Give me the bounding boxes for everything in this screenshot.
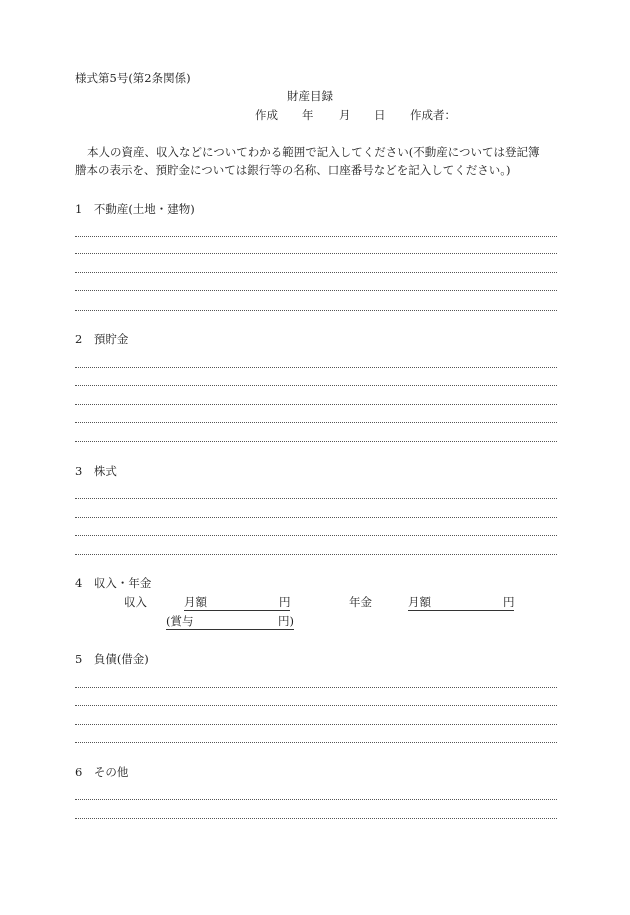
entry-line[interactable]: [75, 290, 557, 291]
entry-line[interactable]: [75, 799, 557, 800]
entry-line[interactable]: [75, 742, 557, 743]
section-other-heading: 6 その他: [75, 765, 129, 779]
entry-line[interactable]: [75, 422, 557, 423]
entry-line[interactable]: [75, 272, 557, 273]
created-label: 作成: [255, 108, 278, 122]
pension-monthly-field[interactable]: [408, 595, 514, 611]
pension-label: 年金: [349, 595, 372, 609]
section-savings-heading: 2 預貯金: [75, 332, 129, 346]
entry-line[interactable]: [75, 367, 557, 368]
entry-line[interactable]: [75, 236, 557, 237]
section-stocks-heading: 3 株式: [75, 464, 117, 478]
entry-line[interactable]: [75, 705, 557, 706]
entry-line[interactable]: [75, 517, 557, 518]
entry-line[interactable]: [75, 310, 557, 311]
entry-line[interactable]: [75, 441, 557, 442]
entry-line[interactable]: [75, 818, 557, 819]
day-label: 日: [374, 108, 386, 122]
form-number: 様式第5号(第2条関係): [75, 71, 191, 85]
income-label: 収入: [124, 595, 147, 609]
month-label: 月: [339, 108, 351, 122]
author-label: 作成者：: [410, 108, 456, 122]
entry-line[interactable]: [75, 724, 557, 725]
entry-line[interactable]: [75, 498, 557, 499]
entry-line[interactable]: [75, 554, 557, 555]
entry-line[interactable]: [75, 385, 557, 386]
section-income-heading: 4 収入・年金: [75, 576, 152, 590]
section-debts-heading: 5 負債(借金): [75, 652, 149, 666]
entry-line[interactable]: [75, 687, 557, 688]
monthly-label: 月額: [408, 595, 431, 609]
section-real-estate-heading: 1 不動産(土地・建物): [75, 202, 195, 216]
monthly-label: 月額: [184, 595, 207, 609]
yen-label: 円: [279, 595, 291, 609]
intro-line-2: 謄本の表示を、預貯金については銀行等の名称、口座番号などを記入してください。): [75, 163, 511, 177]
income-monthly-field[interactable]: [184, 595, 290, 611]
bonus-end-label: 円): [278, 614, 294, 628]
page-title: 財産目録: [287, 89, 333, 103]
intro-line-1: 本人の資産、収入などについてわかる範囲で記入してください(不動産については登記簿: [87, 145, 540, 159]
bonus-label: (賞与: [166, 614, 194, 628]
entry-line[interactable]: [75, 404, 557, 405]
entry-line[interactable]: [75, 535, 557, 536]
year-label: 年: [302, 108, 314, 122]
entry-line[interactable]: [75, 253, 557, 254]
yen-label: 円: [503, 595, 515, 609]
bonus-field[interactable]: [166, 614, 294, 630]
